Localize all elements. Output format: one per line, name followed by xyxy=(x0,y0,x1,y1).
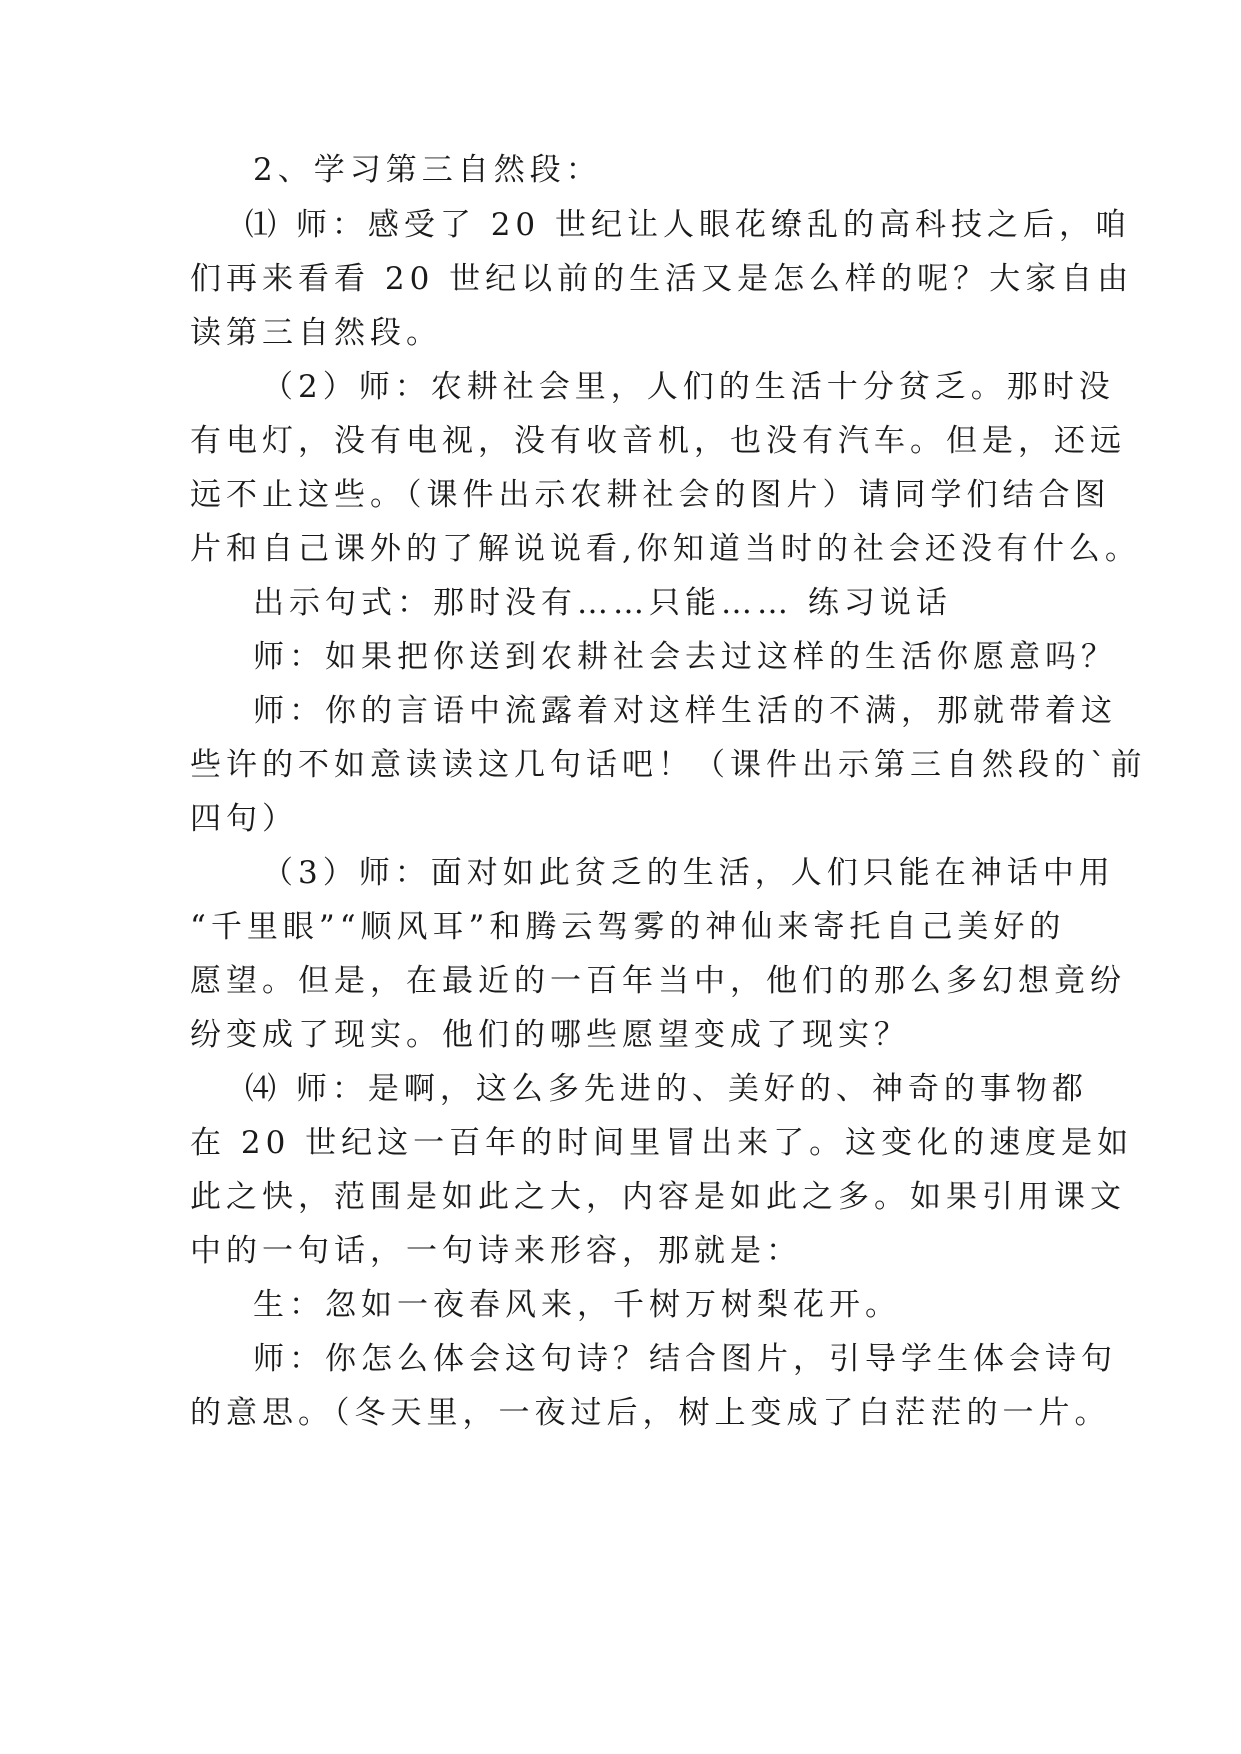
paragraph-3-line-2: “千里眼”“顺风耳”和腾云驾雾的神仙来寄托自己美好的 xyxy=(190,909,1066,945)
teacher-followup-line-2: 的意思。（冬天里，一夜过后，树上变成了白茫茫的一片。 xyxy=(190,1395,1111,1431)
paragraph-2-line-3: 远不止这些。（课件出示农耕社会的图片）请同学们结合图 xyxy=(190,477,1111,513)
paragraph-3-line-3: 愿望。但是，在最近的一百年当中，他们的那么多幻想竟纷 xyxy=(190,963,1126,999)
paragraph-1-line-3: 读第三自然段。 xyxy=(190,315,442,351)
teacher-question-line: 师：如果把你送到农耕社会去过这样的生活你愿意吗？ xyxy=(253,639,1117,675)
teacher-comment-line-2: 些许的不如意读读这几句话吧！（课件出示第三自然段的`前 xyxy=(190,747,1147,783)
paragraph-4-line-3: 此之快，范围是如此之大，内容是如此之多。如果引用课文 xyxy=(190,1179,1126,1215)
sentence-pattern-line: 出示句式：那时没有……只能…… 练习说话 xyxy=(253,585,952,621)
paragraph-3-line-1: （3）师：面对如此贫乏的生活，人们只能在神话中用 xyxy=(262,855,1115,891)
paragraph-1-line-2: 们再来看看 20 世纪以前的生活又是怎么样的呢？大家自由 xyxy=(190,261,1134,297)
paragraph-4-line-1: ⑷ 师：是啊，这么多先进的、美好的、神奇的事物都 xyxy=(245,1071,1088,1107)
teacher-followup-line-1: 师：你怎么体会这句诗？结合图片，引导学生体会诗句 xyxy=(253,1341,1117,1377)
teacher-comment-line-1: 师：你的言语中流露着对这样生活的不满，那就带着这 xyxy=(253,693,1117,729)
paragraph-2-line-4: 片和自己课外的了解说说看,你知道当时的社会还没有什么。 xyxy=(190,531,1141,567)
paragraph-2-line-2: 有电灯，没有电视，没有收音机，也没有汽车。但是，还远 xyxy=(190,423,1126,459)
paragraph-3-line-4: 纷变成了现实。他们的哪些愿望变成了现实？ xyxy=(190,1017,910,1053)
paragraph-1-line-1: ⑴ 师：感受了 20 世纪让人眼花缭乱的高科技之后，咱 xyxy=(245,207,1132,243)
section-heading: 2、学习第三自然段： xyxy=(253,152,602,188)
paragraph-4-line-4: 中的一句话，一句诗来形容，那就是： xyxy=(190,1233,802,1269)
student-answer-line: 生：忽如一夜春风来，千树万树梨花开。 xyxy=(253,1287,901,1323)
paragraph-2-line-1: （2）师：农耕社会里，人们的生活十分贫乏。那时没 xyxy=(262,369,1115,405)
paragraph-4-line-2: 在 20 世纪这一百年的时间里冒出来了。这变化的速度是如 xyxy=(190,1125,1134,1161)
teacher-comment-line-3: 四句） xyxy=(190,801,298,837)
